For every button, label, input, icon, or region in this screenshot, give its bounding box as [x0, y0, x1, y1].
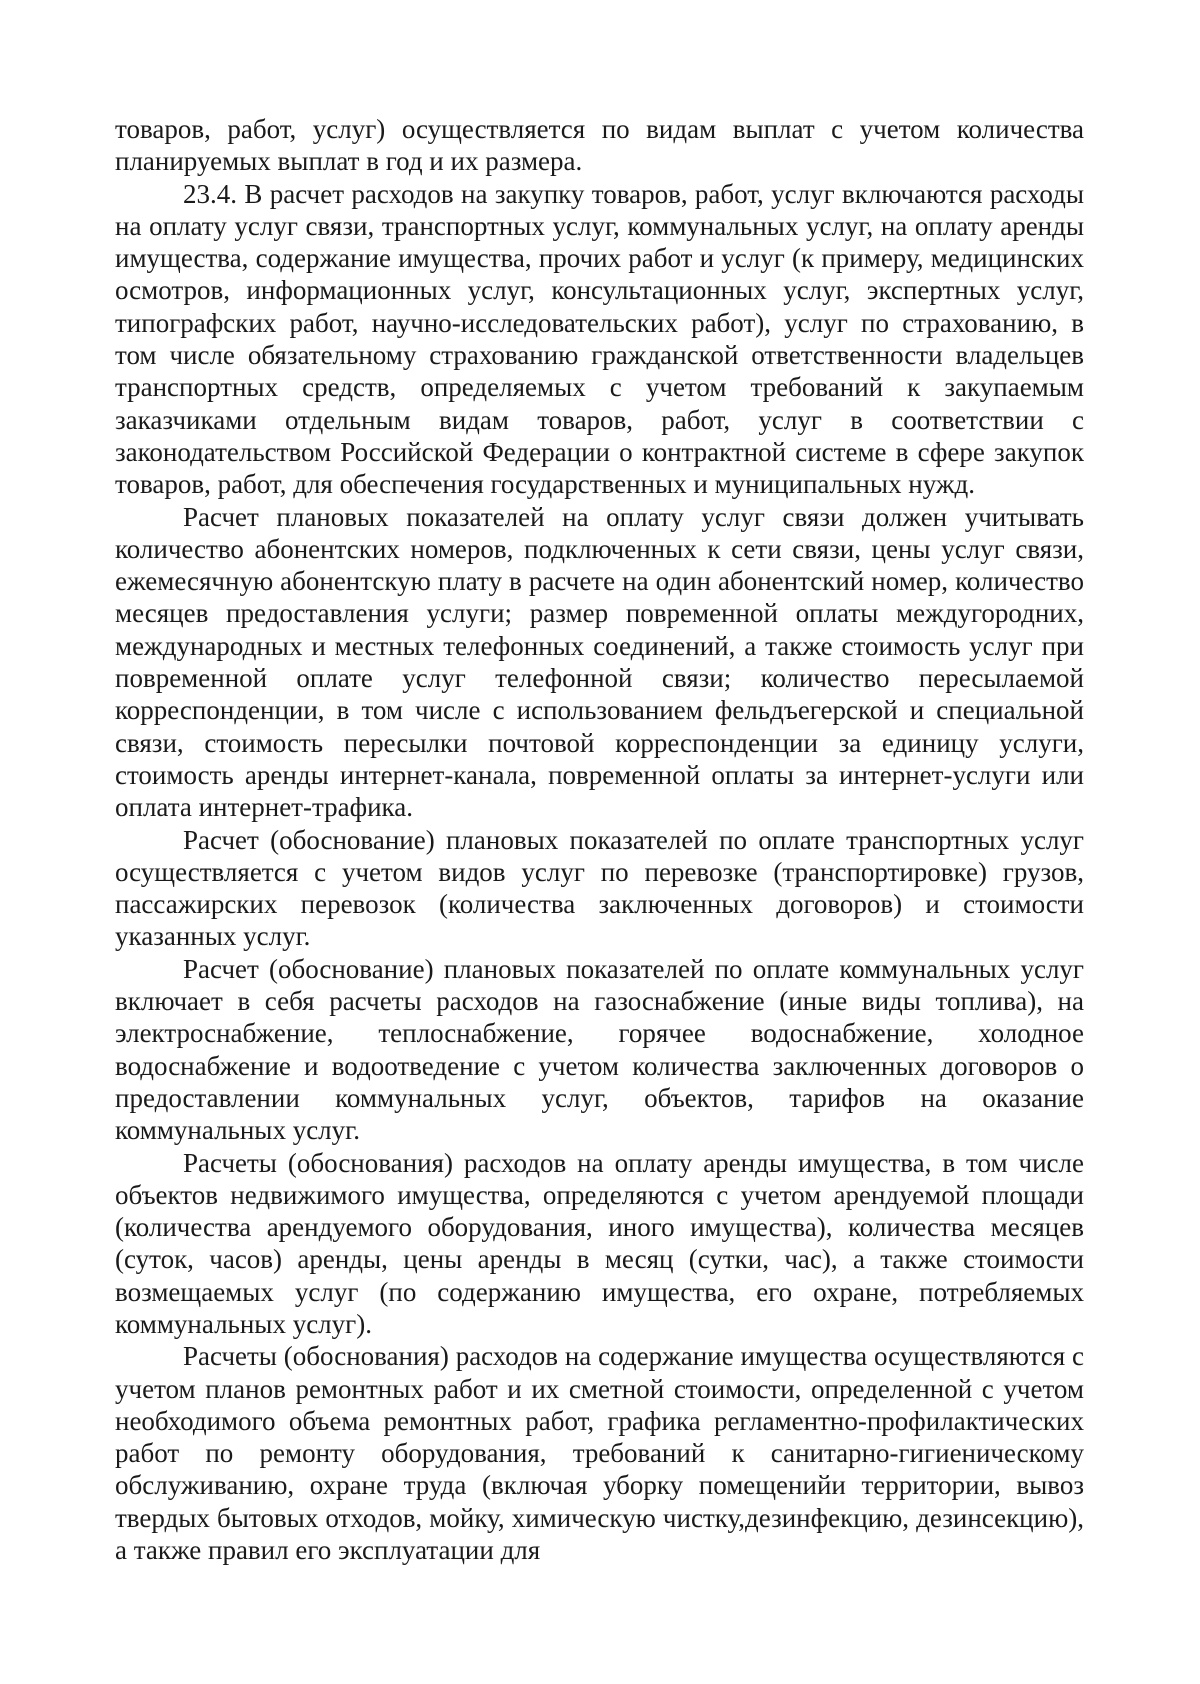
- paragraph-utility-services: Расчет (обоснование) плановых показателей по оплате коммунальных услуг включает в себя расчеты расходов на газоснабжение (иные виды топлива), на электроснабжение, теплоснабжение, горячее водоснабжение, холодное водоснабжение и водоотведение с учетом количества заключенных договоров о предоставлении коммунальных услуг, объектов, тарифов на оказание коммунальных услуг.: [115, 953, 1084, 1146]
- document-body: [115, 113, 1084, 1566]
- paragraph-transport-services: Расчет (обоснование) плановых показателей по оплате транспортных услуг осуществляется с учетом видов услуг по перевозке (транспортировке) грузов, пассажирских перевозок (количества заключенных договоров) и стоимости указанных услуг.: [115, 824, 1084, 952]
- paragraph-property-rent: Расчеты (обоснования) расходов на оплату аренды имущества, в том числе объектов недвижимого имущества, определяются с учетом арендуемой площади (количества арендуемого оборудования, иного имущества), количества месяцев (суток, часов) аренды, цены аренды в месяц (сутки, час), а также стоимости возмещаемых услуг (по содержанию имущества, его охране, потребляемых коммунальных услуг).: [115, 1147, 1084, 1339]
- paragraph-continuation: товаров, работ, услуг) осуществляется по видам выплат с учетом количества планируемых выплат в год и их размера.: [115, 114, 1084, 177]
- paragraph-communication-services: Расчет плановых показателей на оплату услуг связи должен учитывать количество абонентских номеров, подключенных к сети связи, цены услуг связи, ежемесячную абонентскую плату в расчете на один абонентский номер, количество месяцев предоставления услуги; размер повременной оплаты междугородних, международных и местных телефонных соединений, а также стоимость услуг при повременной оплате услуг телефонной связи; количество пересылаемой корреспонденции, в том числе с использованием фельдъегерской и специальной связи, стоимость пересылки почтовой корреспонденции за единицу услуги, стоимость аренды интернет-канала, повременной оплаты за интернет-услуги или оплата интернет-трафика.: [115, 501, 1084, 823]
- paragraph-property-maintenance: Расчеты (обоснования) расходов на содержание имущества осуществляются с учетом планов ремонтных работ и их сметной стоимости, определенной с учетом необходимого объема ремонтных работ, графика регламентно-профилактических работ по ремонту оборудования, требований к санитарно-гигиеническому обслуживанию, охране труда (включая уборку помещенийи территории, вывоз твердых бытовых отходов, мойку, химическую чистку,дезинфекцию, дезинсекцию), а также правил его эксплуатации для: [115, 1341, 1084, 1566]
- paragraph-23-4: 23.4. В расчет расходов на закупку товаров, работ, услуг включаются расходы на оплату услуг связи, транспортных услуг, коммунальных услуг, на оплату аренды имущества, содержание имущества, прочих работ и услуг (к примеру, медицинских осмотров, информационных услуг, консультационных услуг, экспертных услуг, типографских работ, научно-исследовательских работ), услуг по страхованию, в том числе обязательному страхованию гражданской ответственности владельцев транспортных средств, определяемых с учетом требований к закупаемым заказчиками отдельным видам товаров, работ, услуг в соответствии с законодательством Российской Федерации о контрактной системе в сфере закупок товаров, работ, для обеспечения государственных и муниципальных нужд.: [115, 178, 1084, 500]
